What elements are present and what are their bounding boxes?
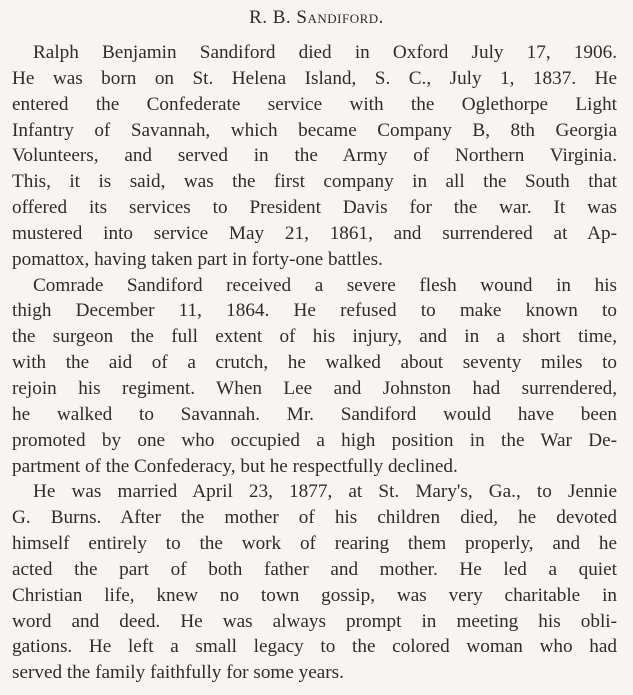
text-line: served the family faithfully for some years.: [12, 662, 344, 684]
text-line: Infantry of Savannah, which became Company B, 8th Georgia: [12, 119, 617, 141]
text-line: the surgeon the full extent of his injury, and in a short time,: [12, 326, 617, 348]
text-line: entered the Confederate service with the Oglethorpe Light: [12, 93, 617, 115]
text-line: word and deed. He was always prompt in meeting his obli-: [12, 610, 617, 632]
paragraph-1: [12, 40, 617, 273]
text-line: Comrade Sandiford received a severe flesh wound in his: [33, 274, 617, 296]
title-text: R. B. Sandiford.: [249, 7, 384, 28]
text-line: G. Burns. After the mother of his children died, he devoted: [12, 507, 617, 529]
text-line: acted the part of both father and mother. He led a quiet: [12, 558, 617, 580]
text-line: mustered into service May 21, 1861, and surrendered at Ap-: [12, 222, 617, 244]
text-line: he walked to Savannah. Mr. Sandiford would have been: [12, 403, 617, 425]
document-body: [12, 40, 617, 686]
text-line: Christian life, knew no town gossip, was very charitable in: [12, 584, 617, 606]
text-line: gations. He left a small legacy to the colored woman who had: [12, 636, 617, 658]
text-line: This, it is said, was the first company in all the South that: [12, 171, 617, 193]
text-line: He was born on St. Helena Island, S. C., July 1, 1837. He: [12, 67, 617, 89]
paragraph-2: [12, 273, 617, 480]
text-line: offered its services to President Davis for the war. It was: [12, 197, 617, 219]
text-line: promoted by one who occupied a high position in the War De-: [12, 429, 617, 451]
text-line: He was married April 23, 1877, at St. Mary's, Ga., to Jennie: [33, 481, 617, 503]
paragraph-3: [12, 479, 617, 686]
page-title: [0, 6, 633, 30]
text-line: with the aid of a crutch, he walked about seventy miles to: [12, 352, 617, 374]
text-line: pomattox, having taken part in forty-one battles.: [12, 248, 383, 270]
text-line: Volunteers, and served in the Army of Northern Virginia.: [12, 145, 617, 167]
text-line: himself entirely to the work of rearing them properly, and he: [12, 533, 617, 555]
text-line: thigh December 11, 1864. He refused to make known to: [12, 300, 617, 322]
text-line: Ralph Benjamin Sandiford died in Oxford July 17, 1906.: [33, 42, 617, 63]
text-line: partment of the Confederacy, but he respectfully declined.: [12, 455, 458, 477]
text-line: rejoin his regiment. When Lee and Johnston had surrendered,: [12, 377, 617, 399]
